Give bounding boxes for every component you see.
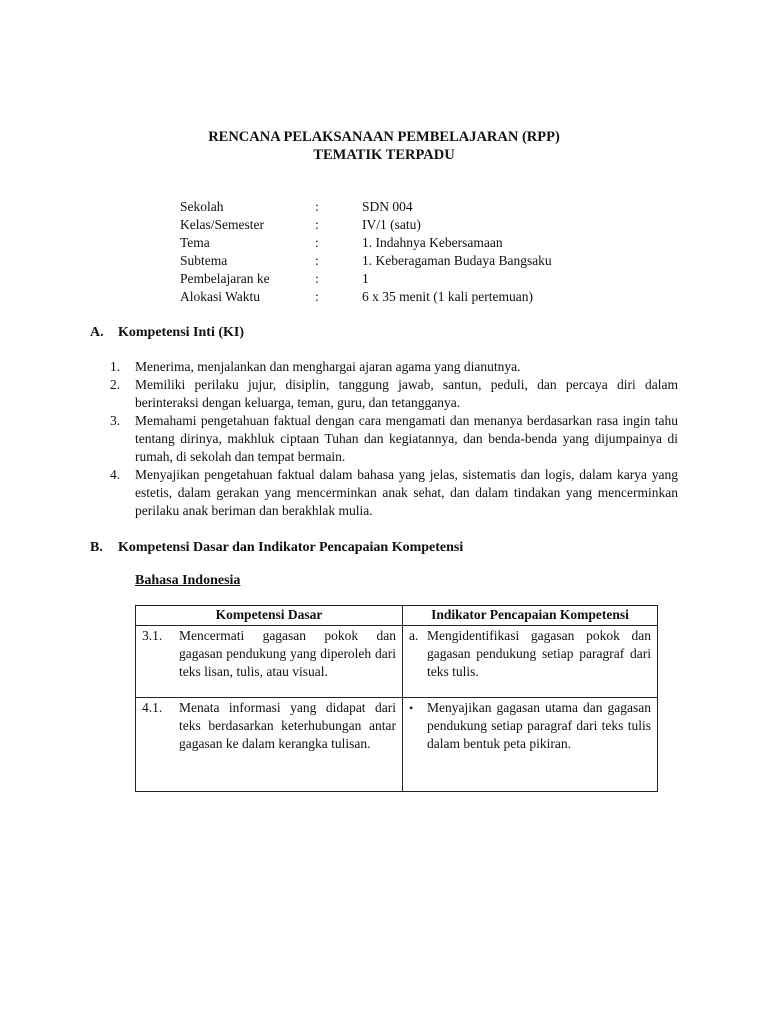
list-item — [110, 412, 678, 466]
document-title: RENCANA PELAKSANAAN PEMBELAJARAN (RPP) — [208, 129, 560, 145]
identity-value: 1. Indahnya Kebersamaan — [362, 235, 503, 250]
indicator-cell — [403, 626, 658, 698]
competency-number: 3.1. — [142, 628, 163, 643]
section-a-title: Kompetensi Inti (KI) — [118, 325, 244, 340]
table-row — [136, 698, 658, 792]
section-b-title: Kompetensi Dasar dan Indikator Pencapaian Kompetensi — [118, 540, 464, 555]
section-a-letter: A. — [90, 325, 104, 340]
section-b-letter: B. — [90, 540, 103, 555]
identity-label: Kelas/Semester — [180, 217, 264, 232]
identity-colon: : — [315, 271, 319, 286]
identity-label: Subtema — [180, 253, 228, 268]
document-subtitle: TEMATIK TERPADU — [313, 147, 455, 163]
identity-colon: : — [315, 199, 319, 214]
list-item-text: Memiliki perilaku jujur, disiplin, tanggung jawab, santun, peduli, dan percaya diri dalam berinteraksi dengan keluarga, teman, guru, dan tetangganya. — [135, 377, 678, 410]
indicator-text: Menyajikan gagasan utama dan gagasan pendukung setiap paragraf dari teks tulis dalam bentuk peta pikiran. — [427, 700, 651, 751]
list-item-text: Memahami pengetahuan faktual dengan cara mengamati dan menanya berdasarkan rasa ingin tahu tentang dirinya, makhluk ciptaan Tuhan dan kegiatannya, dan benda-benda yang dijumpainya di rumah, di sekolah dan tempat bermain. — [135, 413, 678, 464]
identity-label: Pembelajaran ke — [180, 271, 270, 286]
basic-competency-cell — [136, 698, 403, 792]
identity-row — [180, 234, 552, 252]
identity-row — [180, 216, 552, 234]
bullet-icon: • — [409, 701, 414, 715]
competency-text: Mencermati gagasan pokok dan gagasan pendukung yang diperoleh dari teks lisan, tulis, atau visual. — [179, 628, 396, 679]
identity-row — [180, 252, 552, 270]
competency-text: Menata informasi yang didapat dari teks berdasarkan keterhubungan antar gagasan ke dalam kerangka tulisan. — [179, 700, 396, 751]
identity-colon: : — [315, 217, 319, 232]
basic-competency-cell — [136, 626, 403, 698]
subject-heading: Bahasa Indonesia — [135, 573, 241, 588]
identity-value: 1. Keberagaman Budaya Bangsaku — [362, 253, 552, 268]
identity-row — [180, 270, 552, 288]
indicator-cell — [403, 698, 658, 792]
list-item-number: 3. — [110, 413, 121, 428]
list-item — [110, 376, 678, 412]
identity-value: SDN 004 — [362, 199, 413, 214]
identity-colon: : — [315, 289, 319, 304]
list-item — [110, 466, 678, 520]
list-item-text: Menerima, menjalankan dan menghargai ajaran agama yang dianutnya. — [135, 359, 521, 374]
competency-table — [135, 605, 658, 792]
identity-table — [180, 198, 552, 306]
list-item-text: Menyajikan pengetahuan faktual dalam bahasa yang jelas, sistematis dan logis, dalam karya yang estetis, dalam gerakan yang mencerminkan anak sehat, dan dalam tindakan yang mencerminkan perilaku anak beriman dan berakhlak mulia. — [135, 467, 678, 518]
table-header-row — [136, 606, 658, 626]
section-b-heading — [90, 539, 463, 557]
competency-number: 4.1. — [142, 700, 163, 715]
identity-label: Sekolah — [180, 199, 224, 214]
identity-label: Tema — [180, 235, 210, 250]
identity-label: Alokasi Waktu — [180, 289, 261, 304]
core-competency-list — [110, 358, 678, 520]
list-item-number: 1. — [110, 359, 121, 374]
indicator-marker: a. — [409, 628, 419, 643]
identity-value: 6 x 35 menit (1 kali pertemuan) — [362, 289, 533, 304]
identity-colon: : — [315, 253, 319, 268]
identity-value: IV/1 (satu) — [362, 217, 421, 232]
list-item-number: 4. — [110, 467, 121, 482]
section-a-heading — [90, 324, 244, 342]
list-item-number: 2. — [110, 377, 121, 392]
identity-colon: : — [315, 235, 319, 250]
table-row — [136, 626, 658, 698]
identity-value: 1 — [362, 271, 369, 286]
identity-row — [180, 288, 552, 306]
list-item — [110, 358, 678, 376]
indicator-text: Mengidentifikasi gagasan pokok dan gagasan pendukung setiap paragraf dari teks tulis. — [427, 628, 651, 679]
column-header-indicator: Indikator Pencapaian Kompetensi — [403, 606, 658, 626]
column-header-basic-competency: Kompetensi Dasar — [136, 606, 403, 626]
identity-row — [180, 198, 552, 216]
